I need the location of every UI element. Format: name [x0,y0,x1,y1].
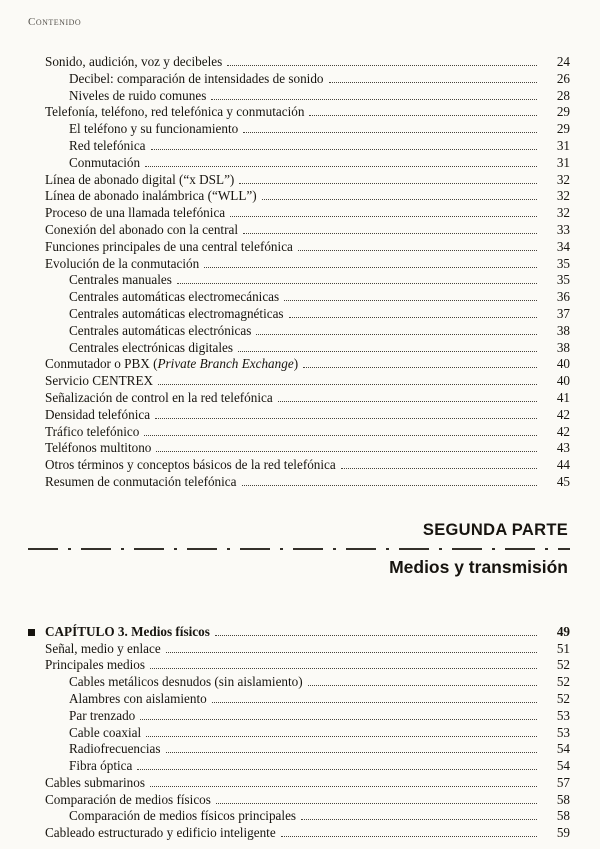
toc-entry-title: Centrales electrónicas digitales [69,339,234,355]
toc-entry-page-number: 52 [556,690,570,706]
dot-leader [216,803,537,804]
dot-leader [158,384,537,385]
toc-entry-title: Comparación de medios físicos principales [69,808,297,824]
toc-entry-page-number: 58 [556,791,570,807]
toc-entry-title: Cables metálicos desnudos (sin aislamiento) [69,674,303,690]
dot-leader [329,82,537,83]
toc-entry-page-number: 29 [556,121,570,137]
toc-entry [28,289,570,306]
toc-entry-page-number: 35 [556,255,570,271]
toc-entry-page-number: 58 [556,808,570,824]
toc-entry [28,657,570,674]
toc-entry [28,641,570,658]
dot-leader [242,485,537,486]
toc-entry-page-number: 53 [556,707,570,723]
dot-leader [204,267,537,268]
toc-entry [28,54,570,71]
toc-entry [28,691,570,708]
toc-entry-page-number: 42 [556,423,570,439]
toc-entry-page-number: 49 [556,623,570,639]
dot-leader [281,836,537,837]
toc-entry-title: Red telefónica [69,137,146,153]
dot-leader [137,769,537,770]
toc-entry-title: Telefonía, teléfono, red telefónica y conmutación [45,104,305,120]
toc-entry [28,356,570,373]
toc-entry-title: Centrales automáticas electromecánicas [69,289,280,305]
toc-entry [28,323,570,340]
toc-entry-title: Comparación de medios físicos [45,791,211,807]
toc-entry-title: Teléfonos multitono [45,440,152,456]
dot-leader [230,216,537,217]
toc-entry [28,792,570,809]
toc-entry-title: Otros términos y conceptos básicos de la red telefónica [45,457,336,473]
toc-entry-title: Resumen de conmutación telefónica [45,473,237,489]
dot-leader [166,652,537,653]
dot-leader [298,250,537,251]
toc-entry [28,172,570,189]
toc-entry-page-number: 29 [556,104,570,120]
dot-leader [227,65,537,66]
toc-entry [28,340,570,357]
toc-entry-page-number: 34 [556,238,570,254]
toc-entry-page-number: 38 [556,339,570,355]
toc-entry-page-number: 36 [556,289,570,305]
toc-entry-title: CAPÍTULO 3. Medios físicos [45,623,210,639]
dot-leader [278,401,537,402]
toc-entry [28,121,570,138]
toc-entry-page-number: 31 [556,154,570,170]
toc-chapter-entry [28,624,570,641]
toc-entry [28,825,570,842]
toc-entry-title: Centrales automáticas electromagnéticas [69,305,284,321]
toc-entry [28,708,570,725]
toc-entry-page-number: 52 [556,674,570,690]
toc-entry-title: Decibel: comparación de intensidades de sonido [69,70,324,86]
toc-entry-page-number: 38 [556,322,570,338]
dashed-divider [28,548,570,550]
toc-entry-title: Cables submarinos [45,774,145,790]
dot-leader [155,418,537,419]
toc-entry-title: Conmutador o PBX (Private Branch Exchange) [45,356,299,372]
toc-entry-page-number: 59 [556,825,570,841]
toc-entry [28,306,570,323]
dot-leader [140,719,537,720]
toc-entry-title: Señal, medio y enlace [45,640,161,656]
dot-leader [166,752,537,753]
dot-leader [243,132,537,133]
toc-entry [28,390,570,407]
toc-entry [28,188,570,205]
toc-entry-page-number: 40 [556,373,570,389]
toc-entry-page-number: 45 [556,473,570,489]
toc-entry-page-number: 41 [556,389,570,405]
toc-entry [28,440,570,457]
dot-leader [211,99,537,100]
dot-leader [177,283,537,284]
toc-entry-page-number: 44 [556,457,570,473]
toc-entry-title: Centrales manuales [69,272,172,288]
toc-entry-title: Línea de abonado inalámbrica (“WLL”) [45,188,257,204]
toc-entry-title: Línea de abonado digital (“x DSL”) [45,171,235,187]
toc-entry [28,424,570,441]
toc-entry-title: Radiofrecuencias [69,741,161,757]
toc-entry-title: Par trenzado [69,707,136,723]
toc-entry [28,474,570,491]
dot-leader [262,199,537,200]
dot-leader [156,451,537,452]
toc-entry-title: Sonido, audición, voz y decibeles [45,54,223,69]
toc-entry [28,239,570,256]
toc-entry-title: Tráfico telefónico [45,423,140,439]
toc-entry [28,808,570,825]
toc-entry-title: Evolución de la conmutación [45,255,200,271]
toc-entry-page-number: 51 [556,640,570,656]
toc-entry-title: Densidad telefónica [45,406,151,422]
toc-entry [28,272,570,289]
toc-entry-title: Alambres con aislamiento [69,690,207,706]
toc-entry-title: Señalización de control en la red telefónica [45,389,273,405]
toc-entry-page-number: 57 [556,774,570,790]
toc-entry-page-number: 53 [556,724,570,740]
square-bullet-icon [28,629,35,636]
toc-entry [28,222,570,239]
toc-entry-page-number: 32 [556,171,570,187]
toc-entry [28,71,570,88]
toc-entry-page-number: 43 [556,440,570,456]
toc-entry [28,725,570,742]
part-title: Medios y transmisión [389,556,568,577]
toc-entry [28,775,570,792]
dot-leader [243,233,537,234]
toc-entry [28,155,570,172]
dot-leader [144,435,537,436]
toc-entry-title: Cable coaxial [69,724,142,740]
toc-entry-page-number: 54 [556,758,570,774]
toc-entry-page-number: 42 [556,406,570,422]
toc-section-telephony [28,54,570,491]
dot-leader [284,300,537,301]
toc-entry [28,674,570,691]
dot-leader [341,468,537,469]
toc-entry-page-number: 40 [556,356,570,372]
dot-leader [150,668,537,669]
toc-entry-page-number: 31 [556,137,570,153]
toc-entry [28,138,570,155]
toc-entry-page-number: 52 [556,657,570,673]
toc-entry-page-number: 54 [556,741,570,757]
toc-entry-title: Cableado estructurado y edificio inteligente [45,825,276,841]
toc-entry [28,741,570,758]
dot-leader [301,819,537,820]
toc-entry [28,256,570,273]
toc-entry-title: Niveles de ruido comunes [69,87,207,103]
toc-entry-page-number: 32 [556,205,570,221]
running-header: Contenido [28,16,82,28]
toc-entry-page-number: 37 [556,305,570,321]
dot-leader [256,334,537,335]
toc-entry-title: Principales medios [45,657,145,673]
toc-entry [28,758,570,775]
toc-entry [28,205,570,222]
toc-entry-page-number: 24 [556,54,570,69]
toc-entry [28,88,570,105]
dot-leader [238,351,537,352]
part-label: SEGUNDA PARTE [422,520,568,539]
toc-entry-title: Funciones principales de una central telefónica [45,238,293,254]
dot-leader [212,702,537,703]
dot-leader [145,166,537,167]
toc-section-media [28,624,570,842]
toc-entry-page-number: 32 [556,188,570,204]
toc-entry [28,373,570,390]
dot-leader [146,736,537,737]
dot-leader [151,149,537,150]
dot-leader [150,786,537,787]
toc-entry-title: Conmutación [69,154,141,170]
dot-leader [239,183,537,184]
toc-entry-page-number: 35 [556,272,570,288]
toc-entry-title: Servicio CENTREX [45,373,154,389]
dot-leader [309,115,537,116]
part-divider-block [28,521,570,578]
toc-entry-title: Centrales automáticas electrónicas [69,322,252,338]
dot-leader [303,367,537,368]
toc-entry-title: Fibra óptica [69,758,133,774]
toc-entry-title: El teléfono y su funcionamiento [69,121,239,137]
dot-leader [215,635,537,636]
toc-entry [28,407,570,424]
toc-entry-page-number: 26 [556,70,570,86]
dot-leader [289,317,537,318]
toc-entry [28,104,570,121]
toc-entry [28,457,570,474]
dot-leader [308,685,537,686]
toc-entry-title: Conexión del abonado con la central [45,221,238,237]
toc-entry-page-number: 33 [556,221,570,237]
toc-entry-page-number: 28 [556,87,570,103]
toc-entry-title: Proceso de una llamada telefónica [45,205,226,221]
